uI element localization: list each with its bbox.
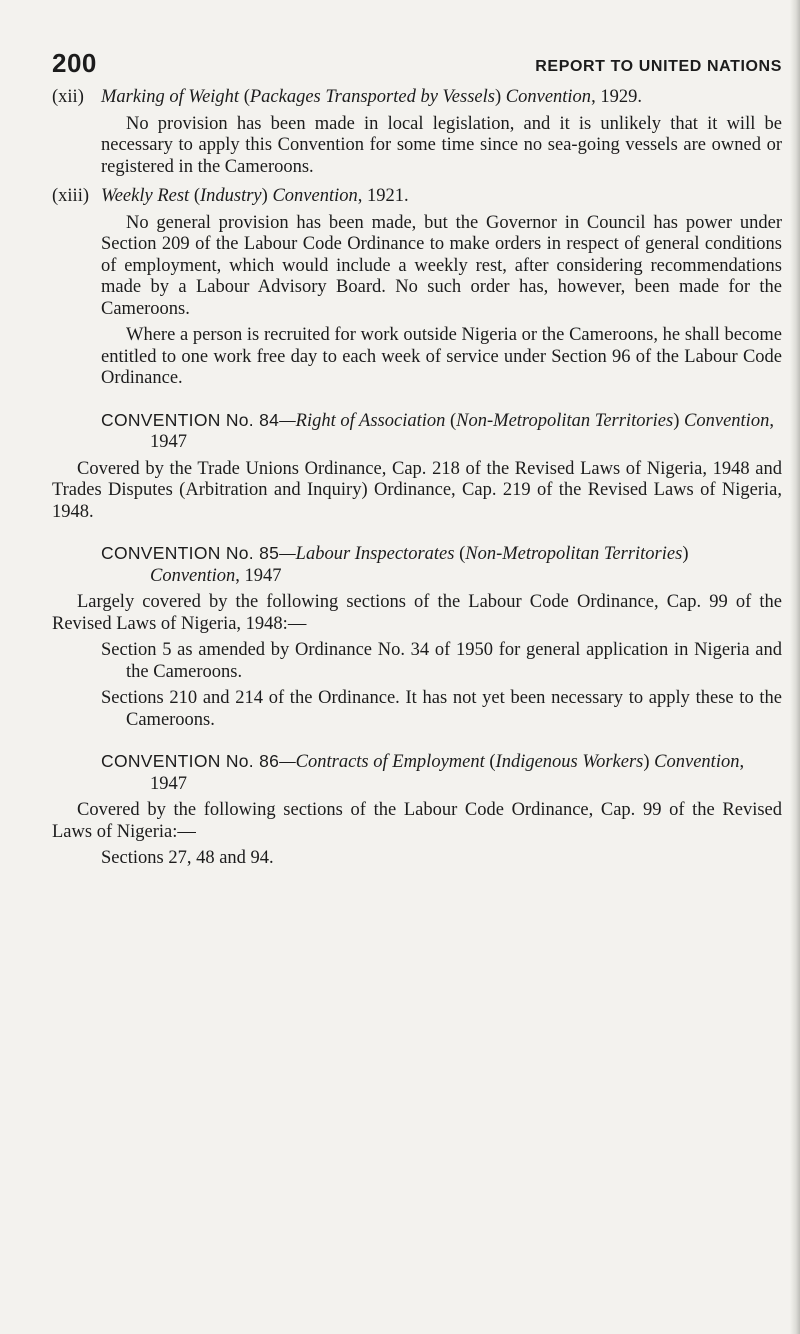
- convention-85-title-a: —Labour Inspectorates: [279, 544, 455, 564]
- page-number: 200: [52, 48, 97, 78]
- section-xiii-text-2: Where a person is recruited for work outside Nigeria or the Cameroons, he shall become entitled to one work free day to each week of service under Section 96 of the Labour Code Ordinance.: [101, 325, 782, 388]
- convention-86-label: CONVENTION No. 86: [101, 751, 280, 771]
- convention-84-title-c: Convention: [684, 410, 770, 431]
- convention-86-title-c: Convention: [654, 752, 740, 772]
- page-header: [52, 48, 782, 82]
- running-head: REPORT TO UNITED NATIONS: [535, 58, 782, 75]
- section-xii-title-a: Marking of Weight: [101, 87, 240, 107]
- convention-84-label: CONVENTION No. 84: [101, 409, 280, 430]
- convention-85-title-c: Convention: [150, 565, 236, 586]
- convention-85-label: CONVENTION No. 85: [101, 543, 280, 563]
- section-xii-title-c: Convention: [505, 87, 592, 107]
- convention-84-year: , 1947: [150, 410, 774, 452]
- section-xiii-number: (xiii): [52, 186, 89, 206]
- section-xii-heading: (xii) Marking of Weight (Packages Transported by Vessels) Convention, 1929.: [52, 87, 642, 107]
- section-xiii-title-b: Industry: [199, 186, 262, 206]
- convention-86-heading: CONVENTION No. 86—Contracts of Employment (Indigenous Workers) Convention, 1947: [101, 751, 745, 794]
- convention-84-title-b: Non-Metropolitan Territories: [456, 410, 674, 431]
- section-xiii-title-c: Convention: [272, 186, 358, 206]
- section-xiii-text-1: No general provision has been made, but the Governor in Council has power under Section 209 of the Labour Code Ordinance to make orders in respect of general conditions of employment, which would include a weekly rest, after considering recommendations made by a Labour Advisory Board. No such order has, however, been made for the Cameroons.: [101, 212, 782, 319]
- convention-86-year: , 1947: [150, 752, 745, 794]
- convention-85-title-b: Non-Metropolitan Territories: [465, 544, 683, 564]
- convention-86-item-1: Sections 27, 48 and 94.: [101, 848, 274, 868]
- convention-84-heading: CONVENTION No. 84—Right of Association (Non-Metropolitan Territories) Convention, 1947: [101, 409, 774, 452]
- section-xiii-heading: (xiii) Weekly Rest (Industry) Convention, 1921.: [52, 186, 409, 206]
- section-xiii-title-a: Weekly Rest: [101, 186, 190, 206]
- convention-85-year: , 1947: [235, 565, 282, 586]
- convention-86-text: Covered by the following sections of the Labour Code Ordinance, Cap. 99 of the Revised Laws of Nigeria:—: [52, 800, 782, 842]
- convention-85-item-1: Section 5 as amended by Ordinance No. 34 of 1950 for general application in Nigeria and the Cameroons.: [101, 640, 782, 682]
- convention-85-heading: CONVENTION No. 85—Labour Inspectorates (Non-Metropolitan Territories) Convention, 1947: [101, 543, 689, 586]
- convention-85-item-2: Sections 210 and 214 of the Ordinance. It has not yet been necessary to apply these to the Cameroons.: [101, 688, 782, 730]
- section-xii-title-b: Packages Transported by Vessels: [249, 87, 495, 107]
- page-body: [52, 82, 782, 870]
- page-edge-shadow: [790, 0, 800, 1334]
- section-xii-number: (xii): [52, 87, 84, 107]
- convention-84-title-a: —Right of Association: [279, 410, 446, 431]
- convention-86-title-a: —Contracts of Employment: [279, 752, 485, 772]
- section-xii-text: No provision has been made in local legislation, and it is unlikely that it will be necessary to apply this Convention for some time since no sea-going vessels are owned or registered in the Cameroons.: [101, 113, 782, 177]
- convention-85-text: Largely covered by the following sections of the Labour Code Ordinance, Cap. 99 of the Revised Laws of Nigeria, 1948:—: [52, 592, 782, 634]
- convention-84-text: Covered by the Trade Unions Ordinance, Cap. 218 of the Revised Laws of Nigeria, 1948 and Trades Disputes (Arbitration and Inquiry) Ordinance, Cap. 219 of the Revised Laws of Nigeria, 1948.: [52, 458, 782, 522]
- section-xiii-year: , 1921.: [357, 186, 409, 206]
- convention-86-title-b: Indigenous Workers: [495, 752, 644, 772]
- section-xii-year: , 1929.: [591, 87, 642, 107]
